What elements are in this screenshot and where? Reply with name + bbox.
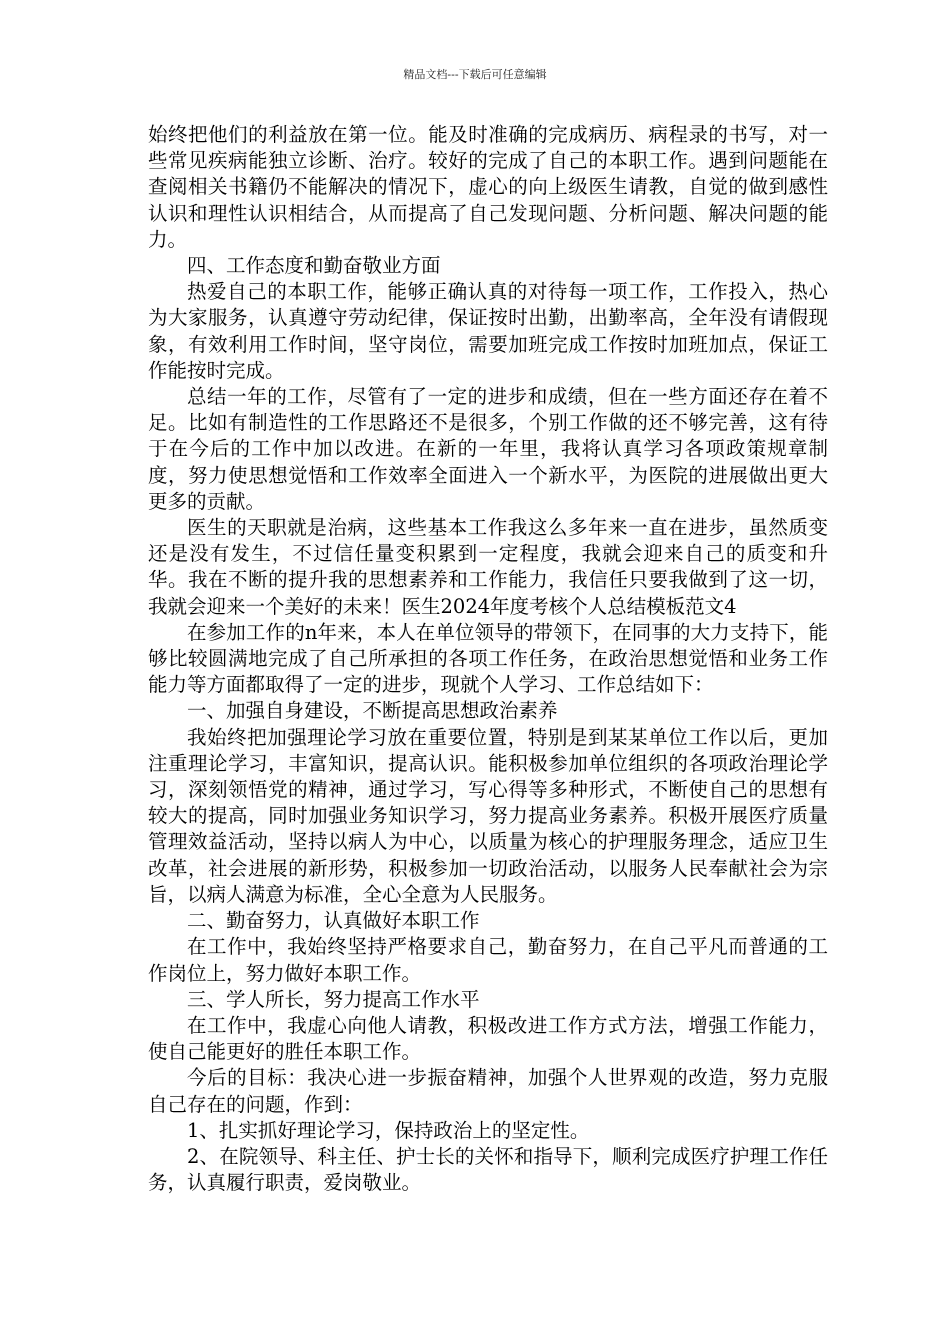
paragraph: 今后的目标：我决心进一步振奋精神，加强个人世界观的改造，努力克服自己存在的问题，作到：	[148, 1066, 828, 1116]
section-heading: 一、加强自身建设，不断提高思想政治素养	[187, 699, 558, 723]
paragraph: 热爱自己的本职工作，能够正确认真的对待每一项工作，工作投入，热心为大家服务，认真遵守劳动纪律，保证按时出勤，出勤率高，全年没有请假现象，有效利用工作时间，坚守岗位，需要加班完成工作按时加班加点，保证工作能按时完成。	[148, 280, 828, 382]
section-heading: 三、学人所长，努力提高工作水平	[187, 987, 480, 1011]
paragraph: 医生的天职就是治病，这些基本工作我这么多年来一直在进步，虽然质变还是没有发生，不过信任量变积累到一定程度，我就会迎来自己的质变和升华。我在不断的提升我的思想素养和工作能力，我信任只要我做到了这一切，我就会迎来一个美好的未来！医生2024年度考核个人总结模板范文4	[148, 516, 828, 618]
paragraph: 我始终把加强理论学习放在重要位置，特别是到某某单位工作以后，更加注重理论学习，丰富知识，提高认识。能积极参加单位组织的各项政治理论学习，深刻领悟党的精神，通过学习，写心得等多种形式，不断使自己的思想有较大的提高，同时加强业务知识学习，努力提高业务素养。积极开展医疗质量管理效益活动，坚持以病人为中心，以质量为核心的护理服务理念，适应卫生改革，社会进展的新形势，积极参加一切政治活动，以服务人民奉献社会为宗旨，以病人满意为标准，全心全意为人民服务。	[148, 725, 828, 906]
paragraph: 在参加工作的n年来，本人在单位领导的带领下，在同事的大力支持下，能够比较圆满地完成了自己所承担的各项工作任务，在政治思想觉悟和业务工作能力等方面都取得了一定的进步，现就个人学习、工作总结如下：	[148, 620, 828, 697]
paragraph: 始终把他们的利益放在第一位。能及时准确的完成病历、病程录的书写，对一些常见疾病能独立诊断、治疗。较好的完成了自己的本职工作。遇到问题能在查阅相关书籍仍不能解决的情况下，虚心的向上级医生请教，自觉的做到感性认识和理性认识相结合，从而提高了自己发现问题、分析问题、解决问题的能力。	[148, 123, 828, 251]
list-item: 2、在院领导、科主任、护士长的关怀和指导下，顺利完成医疗护理工作任务，认真履行职责，爱岗敬业。	[148, 1144, 828, 1195]
paragraph: 总结一年的工作，尽管有了一定的进步和成绩，但在一些方面还存在着不足。比如有制造性的工作思路还不是很多，个别工作做的还不够完善，这有待于在今后的工作中加以改进。在新的一年里，我将认真学习各项政策规章制度，努力使思想觉悟和工作效率全面进入一个新水平，为医院的进展做出更大更多的贡献。	[148, 385, 828, 513]
paragraph: 在工作中，我始终坚持严格要求自己，勤奋努力，在自己平凡而普通的工作岗位上，努力做好本职工作。	[148, 935, 828, 985]
page-header: 精品文档---下载后可任意编辑	[403, 68, 547, 81]
list-item: 1、扎实抓好理论学习，保持政治上的坚定性。	[187, 1118, 590, 1142]
section-heading: 四、工作态度和勤奋敬业方面	[187, 254, 441, 278]
document-body	[148, 122, 828, 1196]
paragraph: 在工作中，我虚心向他人请教，积极改进工作方式方法，增强工作能力，使自己能更好的胜任本职工作。	[148, 1013, 828, 1064]
section-heading: 二、勤奋努力，认真做好本职工作	[187, 909, 480, 933]
